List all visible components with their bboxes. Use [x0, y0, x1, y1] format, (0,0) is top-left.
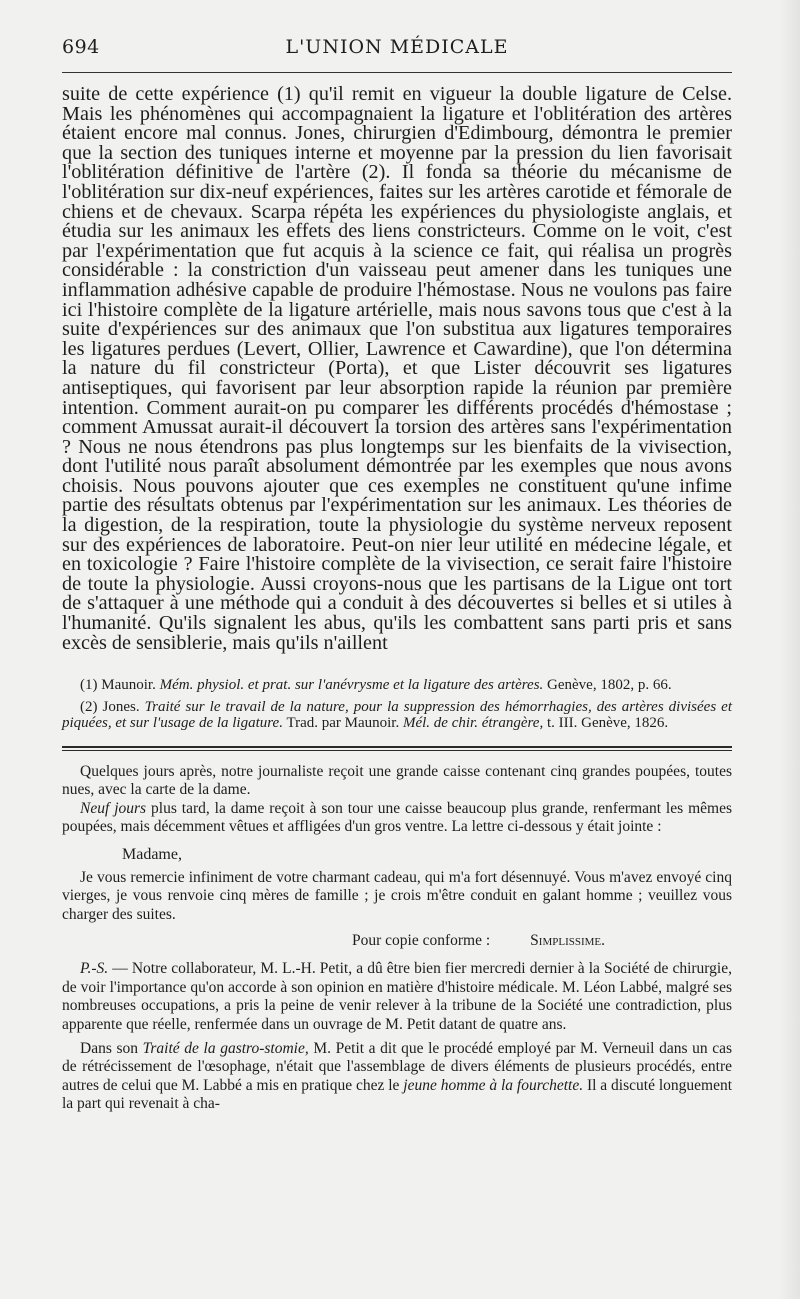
footnote-2: (2) Jones. Traité sur le travail de la nature, pour la suppression des hémorrhagies, des artères divisées et piquées, et sur l'usage de la ligature. Trad. par Maunoir. Mél. de chir. étrangère, t. III. Genève, 1826. [62, 698, 732, 732]
story-section [62, 763, 732, 1114]
page-header [62, 30, 732, 70]
story-paragraph-1: Quelques jours après, notre journaliste reçoit une grande caisse contenant cinq grandes poupées, toutes nues, avec la carte de la dame. [62, 762, 732, 799]
postscript: P.-S. — Notre collaborateur, M. L.-H. Petit, a dû être bien fier mercredi dernier à la Société de chirurgie, de voir l'importance qu'on accorde à son opinion en matière d'histoire médicale. M. Léon Labbé, malgré ses nombreuses occupations, a pris la peine de venir relever à la tribune de la Société une contradiction, plus apparente que réelle, renfermée dans un ouvrage de M. Petit datant de quatre ans. [62, 960, 732, 1033]
letter-salutation: Madame, [122, 846, 182, 864]
section-divider [62, 746, 732, 751]
scan-edge-shadow [778, 0, 800, 1299]
header-rule [62, 72, 732, 73]
story-last-paragraph: Dans son Traité de la gastro-stomie, M. Petit a dit que le procédé employé par M. Verneuil dans un cas de rétrécissement de l'œsophage, n'était que l'assemblage de divers éléments de plusieurs procédés, entre autres de celui que M. Labbé a mis en pratique chez le jeune homme à la fourchette. Il a discuté longuement la part qui revenait à cha- [62, 1040, 733, 1113]
letter-signature-line: Pour copie conforme : Simplissime. [352, 931, 606, 949]
running-title: L'UNION MÉDICALE [285, 36, 509, 58]
signature: Simplissime. [530, 931, 606, 949]
page-number: 694 [62, 36, 100, 58]
footnote-1: (1) Maunoir. Mém. physiol. et prat. sur l'anévrysme et la ligature des artères. Genève, 1802, p. 66. [80, 677, 672, 694]
letter-body: Je vous remercie infiniment de votre charmant cadeau, qui m'a fort désennuyé. Vous m'avez envoyé cinq vierges, je vous renvoie cinq mères de famille ; je crois m'être conduit en galant homme ; veuillez vous charger des suites. [62, 868, 732, 923]
story-paragraph-2: Neuf jours plus tard, la dame reçoit à son tour une caisse beaucoup plus grande, renfermant les mêmes poupées, mais décemment vêtues et affligées d'un gros ventre. La lettre ci-dessous y était jointe : [62, 799, 732, 835]
footnotes [62, 677, 732, 732]
main-paragraph: suite de cette expérience (1) qu'il remit en vigueur la double ligature de Celse. Mais les phénomènes qui accompagnaient la ligature et l'oblitération des artères étaient encore mal connus. Jones, chirurgien d'Edimbourg, démontra le premier que la section des tuniques interne et moyenne par la pression du lien favorisait l'oblitération définitive de l'artère (2). Il fonda sa théorie du mécanisme de l'oblitération sur dix-neuf expériences, faites sur les artères carotide et fémorale de chiens et de chevaux. Scarpa répéta les expériences du physiologiste anglais, et étudia sur les animaux les effets des liens constricteurs. Comme on le voit, c'est par l'expérimentation que fut acquis à la science ce fait, qui réalisa un progrès considérable : la constriction d'un vaisseau peut amener dans les tuniques une inflammation adhésive capable de produire l'hémostase. Nous ne voulons pas faire ici l'histoire complète de la ligature artérielle, mais nous savons tous que c'est à la suite d'expériences sur des animaux que l'on substitua aux ligatures temporaires les ligatures perdues (Levert, Ollier, Lawrence et Cawardine), que l'on détermina la nature du fil constricteur (Porta), et que Lister découvrit ses ligatures antiseptiques, qui favorisent par leur absorption rapide la réunion par première intention. Comment aurait-on pu comparer les différents procédés d'hémostase ; comment Amussat aurait-il découvert la torsion des artères sans l'expérimentation ? Nous ne nous étendrons pas plus longtemps sur les bienfaits de la vivisection, dont l'utilité nous paraît absolument démontrée par les exemples que nous avons choisis. Nous pouvons ajouter que ces exemples ne constituent qu'une infime partie des résultats obtenus par l'expérimentation sur les animaux. Les théories de la digestion, de la respiration, toute la physiologie du système nerveux reposent sur des expériences de laboratoire. Peut-on nier leur utilité en médecine légale, et en toxicologie ? Faire l'histoire complète de la vivisection, ce serait faire l'histoire de toute la physiologie. Aussi croyons-nous que les partisans de la Ligue ont tort de s'attaquer à une méthode qui a conduit à des découvertes si belles et si utiles à l'humanité. Qu'ils signalent les abus, qu'ils les combattent sans parti pris et sans excès de sensiblerie, mais qu'ils n'aillent [62, 83, 732, 654]
